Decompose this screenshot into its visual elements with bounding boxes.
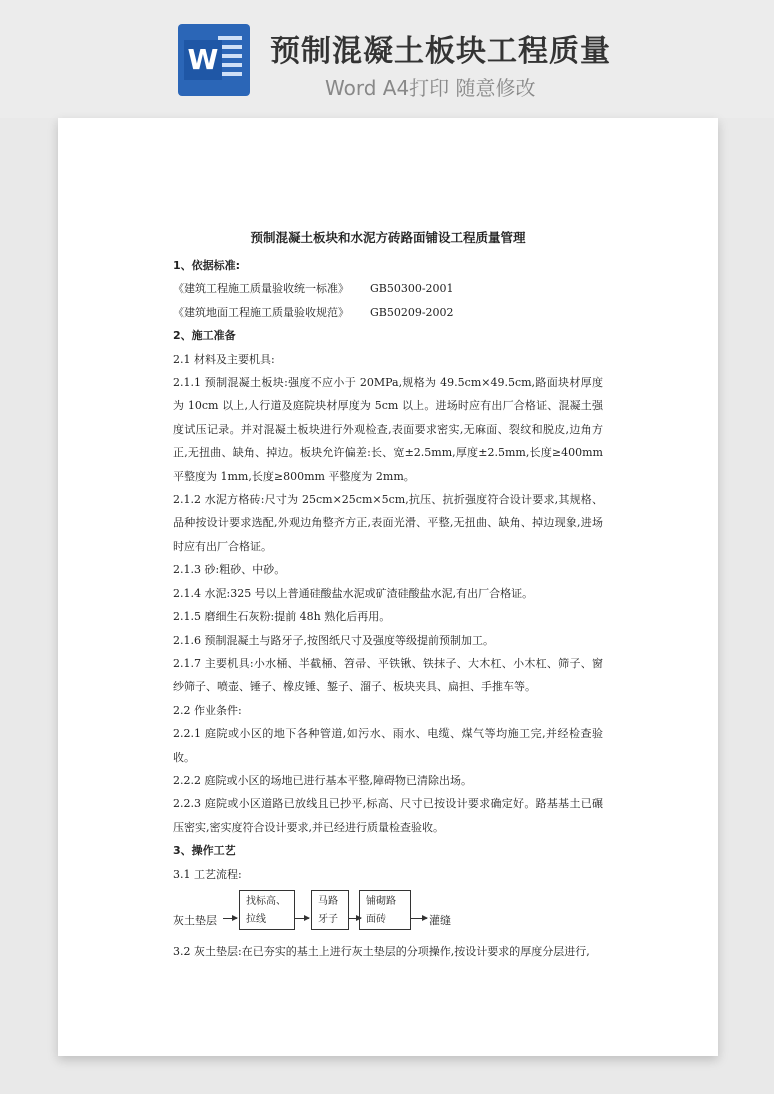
- paragraph-2-1-4: 2.1.4 水泥:325 号以上普通硅酸盐水泥或矿渣硅酸盐水泥,有出厂合格证。: [173, 586, 534, 600]
- flow-step-box: 铺砌路面砖: [359, 890, 411, 930]
- section-heading-1: 1、依据标准:: [173, 259, 241, 272]
- section-heading-2: 2、施工准备: [173, 329, 236, 343]
- flow-arrow: [223, 918, 237, 919]
- section-heading-3: 3、操作工艺: [173, 844, 236, 858]
- word-doc-icon: [178, 24, 250, 96]
- flow-step-box: 找标高、拉线: [239, 890, 295, 930]
- word-letter: W: [184, 40, 222, 80]
- header-banner: [0, 0, 774, 118]
- process-flow-diagram: [173, 890, 603, 938]
- paragraph-2-1-7: 2.1.7 主要机具:小水桶、半截桶、笤帚、平铁锹、铁抹子、大木杠、小木杠、筛子、窗纱筛子、喷壶、锤子、橡皮锤、錾子、溜子、板块夹具、扁担、手推车等。: [173, 656, 603, 694]
- paragraph-3-2: 3.2 灰土垫层:在已夯实的基土上进行灰土垫层的分项操作,按设计要求的厚度分层进行,: [173, 944, 590, 958]
- paragraph-2-2-1: 2.2.1 庭院或小区的地下各种管道,如污水、雨水、电缆、煤气等均施工完,并经检查验收。: [173, 727, 603, 764]
- flow-end-label: 灌缝: [429, 913, 451, 927]
- paragraph-2-2-3: 2.2.3 庭院或小区道路已放线且已抄平,标高、尺寸已按设计要求确定好。路基基土已碾压密实,密实度符合设计要求,并已经进行质量检查验收。: [173, 797, 603, 834]
- flow-arrow: [411, 918, 427, 919]
- flow-step-box: 马路牙子: [311, 890, 349, 930]
- paragraph-2-1-3: 2.1.3 砂:粗砂、中砂。: [173, 563, 286, 577]
- paragraph-2-2-2: 2.2.2 庭院或小区的场地已进行基本平整,障碍物已清除出场。: [173, 773, 472, 787]
- standard-ref-2: 《建筑地面工程施工质量验收规范》 GB50209-2002: [173, 305, 454, 319]
- paragraph-2-2: 2.2 作业条件:: [173, 703, 242, 717]
- flow-start-label: 灰土垫层: [173, 913, 217, 927]
- banner-title: 预制混凝土板块工程质量: [270, 34, 611, 69]
- document-page: [58, 118, 718, 1056]
- flow-arrow: [295, 918, 309, 919]
- banner-subtitle: Word A4打印 随意修改: [325, 76, 536, 100]
- paragraph-2-1-1: 2.1.1 预制混凝土板块:强度不应小于 20MPa,规格为 49.5cm×49.5cm,路面块材厚度为 10cm 以上,人行道及庭院块材厚度为 5cm 以上。进场时应有出厂合格证、混凝土强度试压记录。并对混凝土板块进行外观检查,表面要求密实,无麻面、裂纹和脱皮,边角方正,无扭曲、缺角、掉边。板块允许偏差:长、宽±2.5mm,厚度±2.5mm,长度≥400mm 平整度为 1mm,长度≥800mm 平整度为 2mm。: [173, 376, 603, 483]
- paragraph-2-1-2: 2.1.2 水泥方格砖:尺寸为 25cm×25cm×5cm,抗压、抗折强度符合设计要求,其规格、品种按设计要求选配,外观边角整齐方正,表面光滑、平整,无扭曲、缺角、掉边现象,进场时应有出厂合格证。: [173, 493, 603, 553]
- paragraph-2-1-6: 2.1.6 预制混凝土与路牙子,按图纸尺寸及强度等级提前预制加工。: [173, 633, 494, 647]
- document-content: [173, 228, 603, 963]
- paragraph-2-1: 2.1 材料及主要机具:: [173, 352, 275, 366]
- standard-ref-1: 《建筑工程施工质量验收统一标准》 GB50300-2001: [173, 282, 454, 296]
- paragraph-2-1-5: 2.1.5 磨细生石灰粉:提前 48h 熟化后再用。: [173, 610, 391, 624]
- paragraph-3-1: 3.1 工艺流程:: [173, 867, 242, 881]
- doc-title: 预制混凝土板块和水泥方砖路面铺设工程质量管理: [250, 230, 526, 245]
